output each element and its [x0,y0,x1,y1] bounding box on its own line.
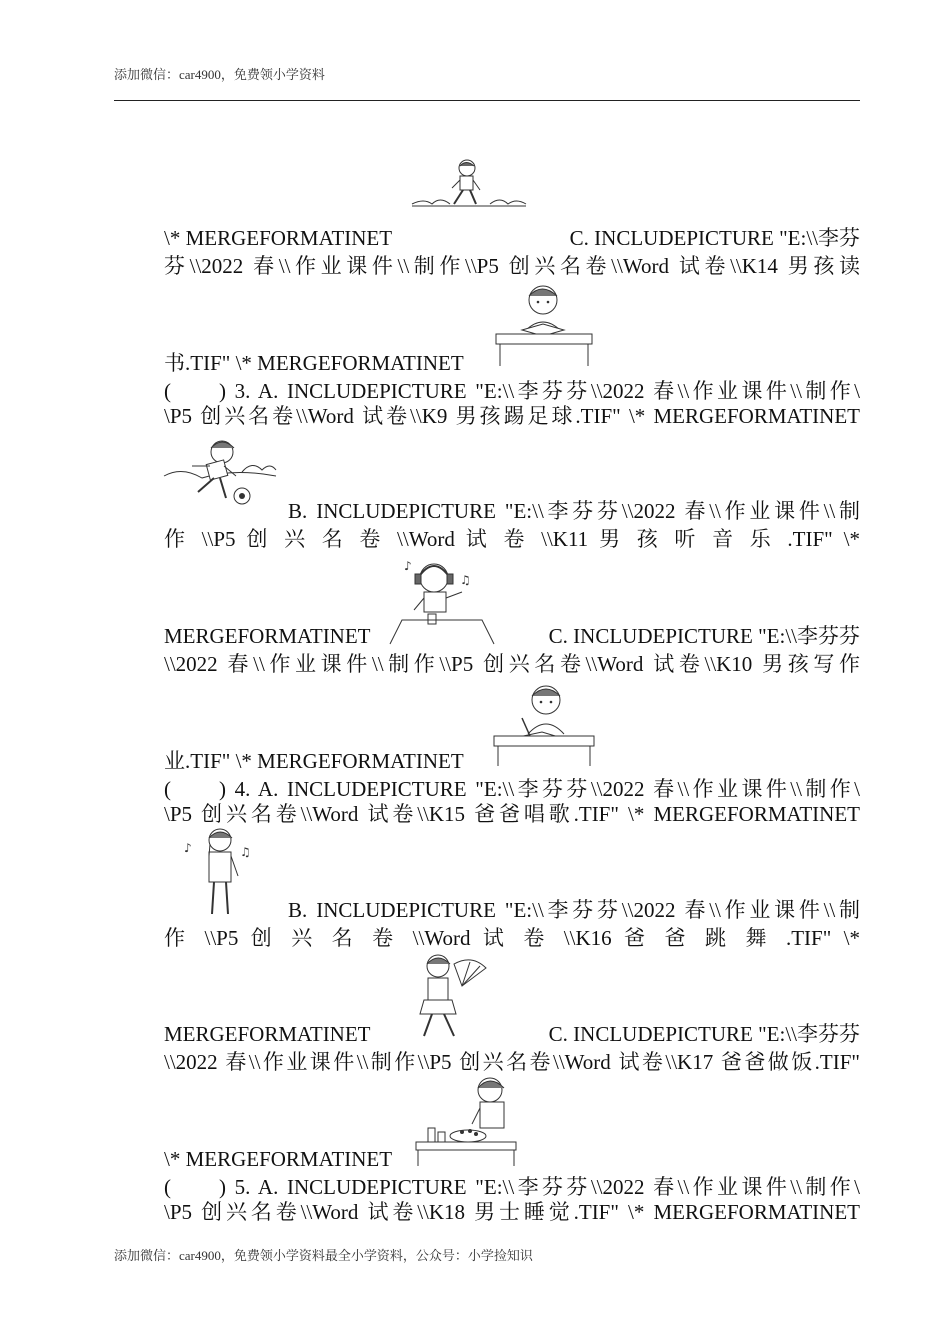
header-divider [114,100,860,101]
text-line-8 [164,623,860,649]
text-line-2: 芬\\2022 春\\作业课件\\制作\\P5 创兴名卷\\Word 试卷\\K14 男孩读 [164,254,860,278]
text-line-15 [164,1021,860,1047]
text-line-19: \P5 创兴名卷\\Word 试卷\\K18 男士睡觉.TIF" \* MERGEFORMATINET [164,1200,860,1224]
question-4-line [164,776,860,802]
text-line-17: \* MERGEFORMATINET [164,1147,393,1171]
answer-paren-open: ( [164,379,171,403]
boy-running-illustration [410,158,528,216]
svg-text:♫: ♫ [240,845,251,859]
question-4-text: ) 4. A. INCLUDEPICTURE "E:\\李芬芬\\2022 春\\作业课件\\制作\ [219,777,860,801]
boy-football-illustration [162,436,280,510]
answer-paren-open: ( [164,777,171,801]
question-3-line [164,378,860,404]
merge-text: \* MERGEFORMATINET [164,226,393,250]
option-b-text: B. INCLUDEPICTURE "E:\\李芬芬\\2022 春\\作业课件\\制 [288,499,860,523]
father-singing-illustration [182,826,254,920]
text-line-3: 书.TIF" \* MERGEFORMATINET [164,351,464,375]
svg-text:♪: ♪ [184,841,192,855]
option-b-text: B. INCLUDEPICTURE "E:\\李芬芬\\2022 春\\作业课件\\制 [288,898,860,922]
option-c-text: C. INCLUDEPICTURE "E:\\李芬芬 [548,624,860,648]
question-5-line [164,1174,860,1200]
option-c-text: C. INCLUDEPICTURE "E:\\李芬 [569,226,860,250]
text-line-9: \\2022 春\\作业课件\\制作\\P5 创兴名卷\\Word 试卷\\K10 男孩写作 [164,652,860,676]
option-b-line [288,897,860,923]
question-5-text: ) 5. A. INCLUDEPICTURE "E:\\李芬芬\\2022 春\\作业课件\\制作\ [219,1175,860,1199]
page-header: 添加微信：car4900，免费领小学资料 [114,67,325,82]
text-line-10: 业.TIF" \* MERGEFORMATINET [164,749,464,773]
page-footer: 添加微信：car4900，免费领小学资料最全小学资料，公众号：小学捡知识 [114,1248,533,1263]
option-c-text: C. INCLUDEPICTURE "E:\\李芬芬 [548,1022,860,1046]
merge-text: MERGEFORMATINET [164,1022,371,1046]
text-line-12: \P5 创兴名卷\\Word 试卷\\K15 爸爸唱歌.TIF" \* MERGEFORMATINET [164,802,860,826]
text-line-1 [164,225,860,251]
answer-paren-open: ( [164,1175,171,1199]
svg-text:♪: ♪ [404,559,412,573]
text-line-7: 作 \\P5 创 兴 名 卷 \\Word 试 卷 \\K11 男 孩 听 音 乐 .TIF" \* [164,527,860,551]
option-b-line [288,498,860,524]
question-3-text: ) 3. A. INCLUDEPICTURE "E:\\李芬芬\\2022 春\\作业课件\\制作\ [219,379,860,403]
merge-text: MERGEFORMATINET [164,624,371,648]
text-line-5: \P5 创兴名卷\\Word 试卷\\K9 男孩踢足球.TIF" \* MERGEFORMATINET [164,404,860,428]
text-line-14: 作 \\P5 创 兴 名 卷 \\Word 试 卷 \\K16 爸 爸 跳 舞 .TIF" \* [164,926,860,950]
text-line-16: \\2022 春\\作业课件\\制作\\P5 创兴名卷\\Word 试卷\\K17 爸爸做饭.TIF" [164,1050,860,1074]
svg-text:♫: ♫ [460,573,471,587]
